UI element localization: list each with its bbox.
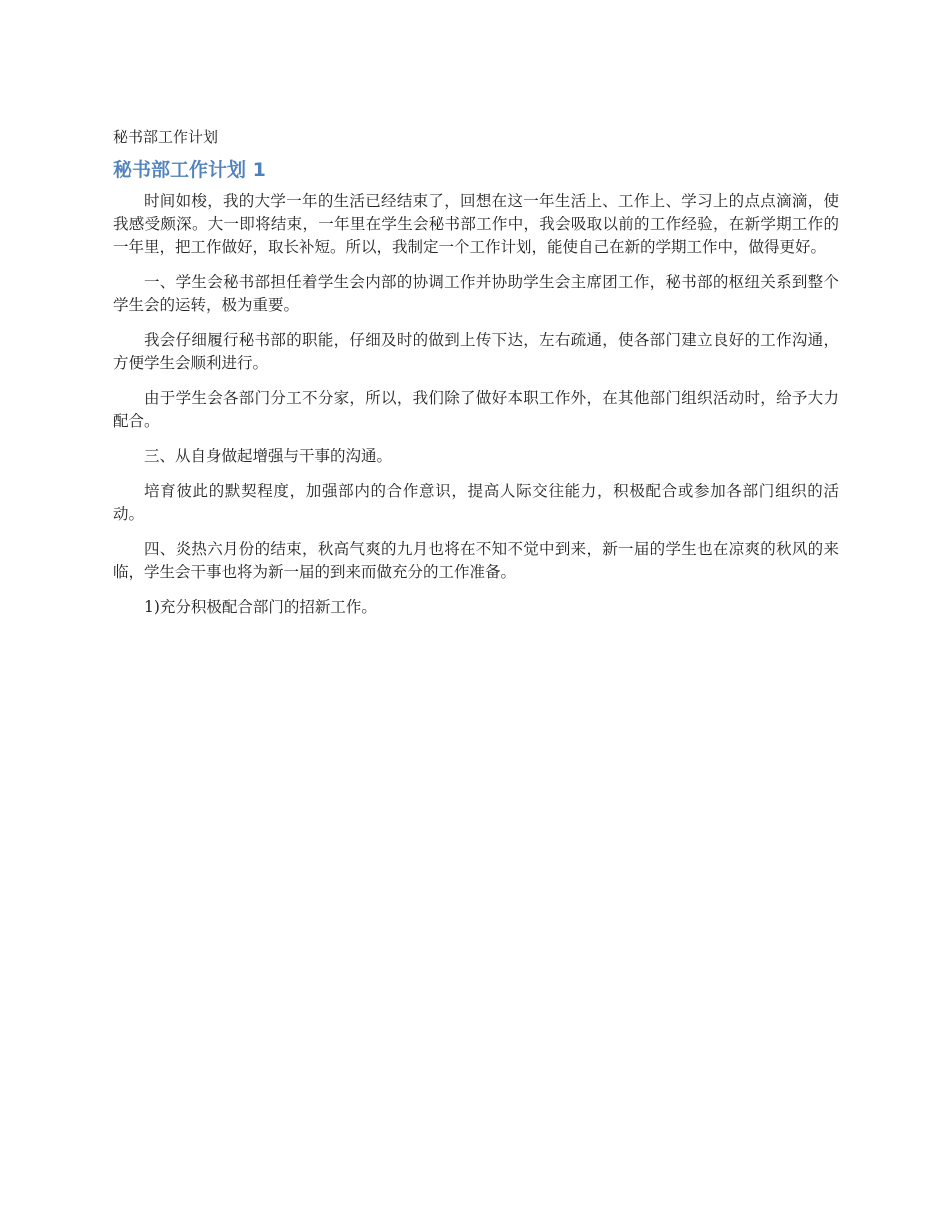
- paragraph-point-four: 四、炎热六月份的结束，秋高气爽的九月也将在不知不觉中到来，新一届的学生也在凉爽的秋风的来临，学生会干事也将为新一届的到来而做充分的工作准备。: [113, 540, 839, 581]
- paragraph-intro: 时间如梭，我的大学一年的生活已经结束了，回想在这一年生活上、工作上、学习上的点点滴滴，使我感受颇深。大一即将结束，一年里在学生会秘书部工作中，我会吸取以前的工作经验，在新学期工作的一年里，把工作做好，取长补短。所以，我制定一个工作计划，能使自己在新的学期工作中，做得更好。: [113, 192, 839, 256]
- paragraph-duties: 我会仔细履行秘书部的职能，仔细及时的做到上传下达，左右疏通，使各部门建立良好的工作沟通，方便学生会顺利进行。: [113, 331, 839, 372]
- document-body: [113, 124, 839, 631]
- paragraph-point-one: 一、学生会秘书部担任着学生会内部的协调工作并协助学生会主席团工作，秘书部的枢纽关系到整个学生会的运转，极为重要。: [113, 273, 839, 314]
- paragraph-cooperation: 由于学生会各部门分工不分家，所以，我们除了做好本职工作外，在其他部门组织活动时，给予大力配合。: [113, 389, 839, 430]
- paragraph-item-one: 1)充分积极配合部门的招新工作。: [144, 598, 377, 616]
- section-heading: 秘书部工作计划 1: [113, 159, 266, 181]
- paragraph-teamwork: 培育彼此的默契程度，加强部内的合作意识，提高人际交往能力，积极配合或参加各部门组织的活动。: [113, 482, 839, 523]
- paragraph-point-three: 三、从自身做起增强与干事的沟通。: [144, 447, 393, 465]
- document-label: 秘书部工作计划: [113, 128, 219, 146]
